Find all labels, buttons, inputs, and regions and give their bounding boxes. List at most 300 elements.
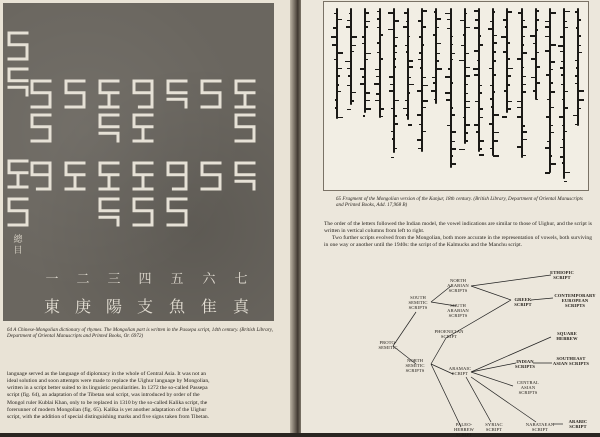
script-stroke <box>405 45 408 47</box>
script-stroke <box>507 42 509 44</box>
script-stroke <box>479 44 483 46</box>
script-stroke <box>422 131 426 133</box>
script-stroke <box>465 132 468 134</box>
script-stroke <box>560 36 564 38</box>
node-aramaic: ARAMAIC SCRIPT <box>448 366 472 376</box>
script-stroke <box>507 58 509 60</box>
script-stroke <box>491 106 493 108</box>
script-stroke <box>536 66 541 68</box>
script-stroke <box>465 75 470 77</box>
script-family-tree <box>301 262 600 437</box>
script-stroke <box>422 100 428 102</box>
script-stroke <box>362 36 365 38</box>
script-stroke <box>347 85 351 87</box>
script-stroke <box>404 12 408 14</box>
script-stroke <box>489 68 494 70</box>
script-stroke <box>436 53 440 55</box>
script-stroke <box>406 114 408 116</box>
script-stroke <box>394 148 397 150</box>
script-stroke <box>522 91 526 93</box>
script-stroke <box>465 13 467 15</box>
cn-character: 庚 <box>75 297 92 316</box>
script-stroke <box>578 35 581 37</box>
node-south-arabian: SOUTH ARABIAN SCRIPTS <box>447 303 469 318</box>
script-stroke <box>545 26 550 28</box>
right-page <box>301 0 600 437</box>
script-stroke <box>550 44 556 46</box>
cn-rhyme-column <box>169 273 185 315</box>
script-stroke <box>363 115 365 117</box>
script-stroke <box>562 99 564 101</box>
script-stroke <box>408 92 410 94</box>
script-stroke <box>418 59 422 61</box>
script-stroke <box>337 117 343 119</box>
node-proto-semitic: PROTO-SEMITIC <box>378 340 398 350</box>
script-stroke <box>465 107 470 109</box>
script-stroke <box>522 36 525 38</box>
script-stroke <box>331 36 337 38</box>
script-stroke <box>403 108 408 110</box>
script-stroke <box>531 58 535 60</box>
script-stroke <box>490 98 493 100</box>
script-stroke <box>465 27 471 29</box>
script-stroke <box>408 77 411 79</box>
cn-number: 三 <box>107 272 121 287</box>
script-stroke <box>362 76 365 78</box>
script-stroke <box>561 84 565 86</box>
script-stroke <box>493 114 499 116</box>
script-stroke <box>550 12 556 14</box>
script-stroke <box>451 53 455 55</box>
script-stroke <box>562 139 564 141</box>
script-stroke <box>550 155 552 157</box>
script-stroke <box>377 18 380 20</box>
script-stroke <box>503 19 508 21</box>
script-stroke <box>578 52 582 54</box>
script-stroke <box>505 26 507 28</box>
script-stroke <box>351 36 357 38</box>
script-stroke <box>518 12 522 14</box>
rhyme-dictionary-plate <box>3 3 274 321</box>
script-stroke <box>333 27 337 29</box>
script-stroke <box>391 131 394 133</box>
script-stroke <box>564 131 567 133</box>
script-stroke <box>465 67 471 69</box>
mongolian-script-column <box>450 8 452 168</box>
script-stroke <box>365 59 368 61</box>
script-stroke <box>451 155 454 157</box>
script-stroke <box>347 68 351 70</box>
script-stroke <box>550 69 553 71</box>
body-line: language served as the language of diplomacy in the whole of Central Asia. It was not an <box>7 371 206 377</box>
script-stroke <box>380 116 383 118</box>
script-stroke <box>573 115 578 117</box>
script-stroke <box>451 36 453 38</box>
script-stroke <box>463 34 465 36</box>
script-stroke <box>406 21 408 23</box>
script-stroke <box>351 51 353 53</box>
script-stroke <box>564 181 567 183</box>
cn-number: 一 <box>45 272 59 287</box>
script-stroke <box>348 75 351 77</box>
script-stroke <box>461 45 465 47</box>
script-stroke <box>375 100 379 102</box>
script-stroke <box>394 58 396 60</box>
script-stroke <box>390 84 394 86</box>
script-stroke <box>493 11 495 13</box>
script-stroke <box>575 75 578 77</box>
script-stroke <box>493 42 497 44</box>
left-body-text <box>7 371 277 421</box>
script-stroke <box>436 43 441 45</box>
node-ethiopic: ETHIOPIC SCRIPT <box>550 270 574 280</box>
script-stroke <box>394 20 399 22</box>
script-stroke <box>536 19 539 21</box>
script-stroke <box>493 74 496 76</box>
cn-number: 二 <box>76 272 90 287</box>
script-stroke <box>536 99 538 101</box>
cn-number: 五 <box>170 272 184 287</box>
mongolian-script-column <box>563 8 565 179</box>
script-stroke <box>531 77 536 79</box>
script-stroke <box>422 10 426 12</box>
body-line: Mongol ruler Kublai Khan, only to be replaced in 1310 by the so-called Kalika script, the <box>7 399 208 406</box>
script-stroke <box>504 90 508 92</box>
script-stroke <box>547 141 550 143</box>
script-stroke <box>562 162 564 164</box>
script-stroke <box>522 155 526 157</box>
script-stroke <box>561 61 564 63</box>
script-stroke <box>479 140 484 142</box>
script-stroke <box>507 84 509 86</box>
node-arabic: ARABIC SCRIPT <box>568 419 588 429</box>
body-line: script (fig. 64), an adaptation of the Tibetan seal script, was introduced by order of the <box>7 392 200 399</box>
script-stroke <box>422 26 426 28</box>
script-stroke <box>575 60 578 62</box>
script-stroke <box>365 108 371 110</box>
script-stroke <box>419 36 422 38</box>
script-stroke <box>417 90 423 92</box>
script-stroke <box>408 84 414 86</box>
script-stroke <box>380 108 385 110</box>
script-stroke <box>550 82 553 84</box>
script-stroke <box>465 84 468 86</box>
script-stroke <box>431 90 436 92</box>
script-stroke <box>475 19 479 21</box>
script-stroke <box>391 108 394 110</box>
script-stroke <box>422 44 424 46</box>
cn-rhyme-column <box>201 273 217 315</box>
script-stroke <box>389 90 394 92</box>
script-stroke <box>436 18 440 20</box>
script-stroke <box>459 149 464 151</box>
script-stroke <box>576 27 578 29</box>
script-stroke <box>360 68 366 70</box>
script-stroke <box>474 27 479 29</box>
script-stroke <box>376 76 380 78</box>
body-line: written in a script better suited to its linguistic peculiarities. In 1272 the so-called Passepa <box>7 385 208 392</box>
script-stroke <box>533 43 536 45</box>
cn-character: 真 <box>233 297 250 316</box>
script-stroke <box>451 82 453 84</box>
script-stroke <box>377 11 379 13</box>
script-stroke <box>417 139 422 141</box>
script-stroke <box>389 76 394 78</box>
script-stroke <box>564 11 570 13</box>
node-south-semitic: SOUTH SEMITIC SCRIPTS <box>408 295 428 310</box>
mongolian-script-column <box>336 8 338 119</box>
script-stroke <box>351 92 356 94</box>
script-stroke <box>433 34 437 36</box>
cn-character: 魚 <box>169 297 186 316</box>
script-stroke <box>564 107 568 109</box>
script-stroke <box>337 68 342 70</box>
script-stroke <box>550 125 553 127</box>
node-indian: INDIAN SCRIPTS <box>514 359 536 369</box>
script-stroke <box>433 82 437 84</box>
kanjur-fragment-image <box>323 1 589 191</box>
script-stroke <box>351 45 355 47</box>
script-stroke <box>493 155 499 157</box>
script-stroke <box>365 100 370 102</box>
script-stroke <box>522 125 525 127</box>
script-stroke <box>445 76 451 78</box>
script-stroke <box>517 146 521 148</box>
script-stroke <box>335 99 337 101</box>
script-stroke <box>447 19 451 21</box>
script-stroke <box>536 52 539 54</box>
script-stroke <box>530 35 536 37</box>
script-stroke <box>522 52 527 54</box>
script-stroke <box>477 60 479 62</box>
script-stroke <box>418 148 422 150</box>
script-stroke <box>522 44 524 46</box>
script-stroke <box>451 131 456 133</box>
script-stroke <box>436 60 438 62</box>
script-stroke <box>479 148 482 150</box>
cn-number: 四 <box>138 272 152 287</box>
script-stroke <box>394 66 396 68</box>
script-stroke <box>522 67 524 69</box>
script-stroke <box>474 124 479 126</box>
script-stroke <box>337 91 341 93</box>
script-stroke <box>564 91 568 93</box>
script-stroke <box>493 35 497 37</box>
script-stroke <box>337 84 339 86</box>
script-stroke <box>403 26 408 28</box>
script-stroke <box>420 67 422 69</box>
script-stroke <box>465 140 468 142</box>
script-stroke <box>419 124 422 126</box>
cn-rhyme-column <box>44 273 60 315</box>
script-stroke <box>475 101 479 103</box>
script-stroke <box>445 13 451 15</box>
script-stroke <box>465 93 468 95</box>
script-stroke <box>419 52 422 54</box>
script-stroke <box>334 13 337 15</box>
script-stroke <box>545 172 550 174</box>
script-stroke <box>576 67 578 69</box>
mongolian-script-column <box>535 8 537 100</box>
script-stroke <box>561 74 564 76</box>
script-stroke <box>337 19 342 21</box>
script-stroke <box>517 107 521 109</box>
script-stroke <box>559 116 565 118</box>
script-stroke <box>493 91 495 93</box>
script-stroke <box>451 107 454 109</box>
script-stroke <box>507 11 512 13</box>
node-contemporary-european: CONTEMPORARY EUROPEAN SCRIPTS <box>554 293 596 308</box>
right-body-text <box>324 221 592 250</box>
script-stroke <box>347 109 352 111</box>
script-stroke <box>417 114 422 116</box>
script-stroke <box>463 117 465 119</box>
body-line: ideal solution and soon attempts were made to replace the Uighur language by Mongolian, <box>7 378 210 385</box>
script-stroke <box>479 85 482 87</box>
script-stroke <box>479 154 484 156</box>
script-stroke <box>558 45 564 47</box>
script-stroke <box>575 124 579 126</box>
script-stroke <box>547 99 550 101</box>
script-stroke <box>465 53 470 55</box>
cn-rhyme-column <box>137 273 153 315</box>
cn-rhyme-column <box>106 273 122 315</box>
script-stroke <box>436 27 439 29</box>
script-stroke <box>560 67 565 69</box>
script-stroke <box>490 21 493 23</box>
script-stroke <box>545 147 550 149</box>
script-stroke <box>474 50 479 52</box>
script-stroke <box>408 124 412 126</box>
node-central-asian: CENTRAL ASIAN SCRIPTS <box>517 380 539 395</box>
cn-number: 六 <box>202 272 216 287</box>
script-stroke <box>522 139 527 141</box>
script-stroke <box>365 12 369 14</box>
cn-character: 支 <box>137 297 154 316</box>
script-stroke <box>522 26 527 28</box>
script-stroke <box>503 51 507 53</box>
script-stroke <box>394 123 398 125</box>
script-stroke <box>517 116 522 118</box>
node-square-hebrew: SQUARE HEBREW <box>556 331 578 341</box>
paragraph: Two further scripts evolved from the Mongolian, both more accurate in the representation of vowels, both surviving in one way or another until the 1940s: the script of the Kalmucks and the Manchu script. <box>324 235 592 249</box>
script-stroke <box>493 140 498 142</box>
script-stroke <box>408 66 413 68</box>
script-stroke <box>479 92 482 94</box>
script-stroke <box>578 19 581 21</box>
script-stroke <box>550 61 555 63</box>
script-stroke <box>406 51 408 53</box>
script-stroke <box>446 99 451 101</box>
script-stroke <box>451 44 453 46</box>
script-stroke <box>451 163 457 165</box>
node-syriac: SYRIAC SCRIPT <box>485 422 503 432</box>
script-stroke <box>447 28 451 30</box>
script-stroke <box>448 68 450 70</box>
cn-number: 七 <box>234 272 248 287</box>
mongolian-script-column <box>350 8 352 105</box>
script-stroke <box>507 68 512 70</box>
script-stroke <box>349 13 352 15</box>
script-stroke <box>436 68 442 70</box>
script-stroke <box>408 60 413 62</box>
script-stroke <box>422 85 427 87</box>
body-line: script, with the addition of special distinguishing marks and five signs taken from Tibetan. <box>7 413 210 420</box>
script-stroke <box>377 27 379 29</box>
script-stroke <box>578 90 583 92</box>
script-stroke <box>490 85 493 87</box>
script-stroke <box>392 138 394 140</box>
script-stroke <box>465 124 470 126</box>
cn-rhyme-column <box>75 273 91 315</box>
script-stroke <box>365 21 370 23</box>
script-stroke <box>564 172 569 174</box>
script-stroke <box>488 28 493 30</box>
node-phoenician: PHOENICIAN SCRIPT <box>434 329 464 339</box>
script-stroke <box>335 107 337 109</box>
mongolian-script-column <box>407 8 409 120</box>
script-stroke <box>564 21 567 23</box>
script-stroke <box>536 29 539 31</box>
script-stroke <box>575 11 578 13</box>
script-stroke <box>422 77 426 79</box>
script-stroke <box>536 10 539 12</box>
node-nabataean: NABATAEAN SCRIPT <box>525 422 555 432</box>
script-stroke <box>332 44 337 46</box>
script-stroke <box>434 99 437 101</box>
node-southeast-asian: SOUTHEAST ASIAN SCRIPTS <box>552 356 590 366</box>
script-stroke <box>507 101 512 103</box>
mongolian-script-column <box>492 8 494 156</box>
script-stroke <box>337 75 340 77</box>
script-stroke <box>451 59 453 61</box>
script-stroke <box>451 114 455 116</box>
node-greek: GREEK SCRIPT <box>514 297 532 307</box>
script-stroke <box>489 123 493 125</box>
script-stroke <box>374 83 379 85</box>
script-stroke <box>522 76 526 78</box>
script-stroke <box>418 20 422 22</box>
script-stroke <box>476 131 479 133</box>
script-stroke <box>560 156 564 158</box>
script-stroke <box>365 53 370 55</box>
script-stroke <box>465 101 470 103</box>
script-stroke <box>545 50 550 52</box>
script-stroke <box>550 163 556 165</box>
script-stroke <box>560 147 564 149</box>
script-stroke <box>451 141 455 143</box>
script-stroke <box>451 148 456 150</box>
script-stroke <box>493 51 496 53</box>
cn-character: 隹 <box>201 297 218 316</box>
script-stroke <box>394 115 397 117</box>
script-stroke <box>493 60 495 62</box>
script-stroke <box>380 58 384 60</box>
script-stroke <box>365 92 370 94</box>
script-stroke <box>377 42 379 44</box>
script-stroke <box>522 20 526 22</box>
script-stroke <box>507 108 511 110</box>
script-stroke <box>460 20 465 22</box>
script-stroke <box>375 69 380 71</box>
script-stroke <box>432 77 437 79</box>
script-stroke <box>347 20 352 22</box>
cn-rhyme-column <box>233 273 249 315</box>
script-stroke <box>408 36 410 38</box>
script-stroke <box>388 29 394 31</box>
script-stroke <box>394 37 398 39</box>
script-stroke <box>507 75 511 77</box>
